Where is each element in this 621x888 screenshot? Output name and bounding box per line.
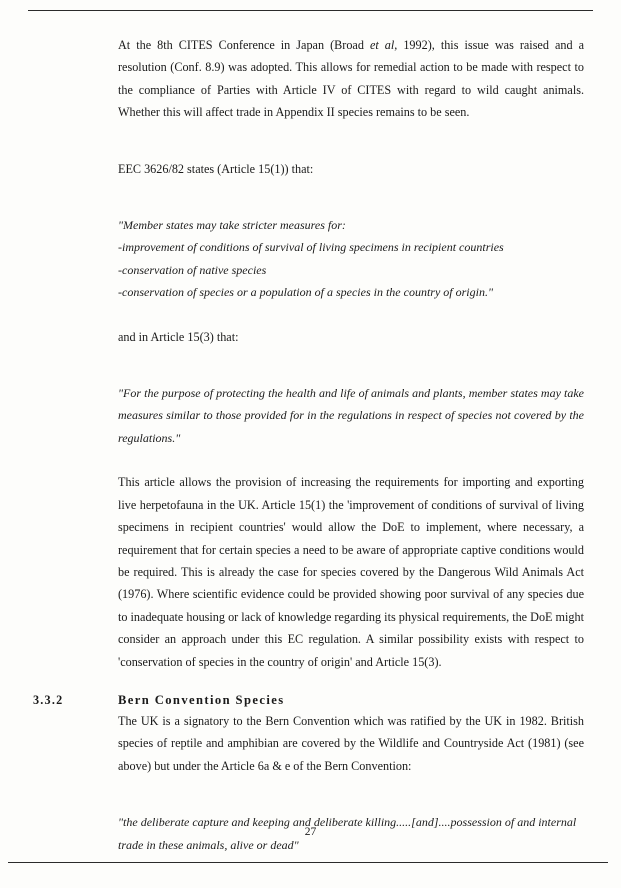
section-heading: Bern Convention Species bbox=[118, 692, 285, 707]
page-bottom-rule bbox=[8, 862, 608, 863]
spacer bbox=[118, 449, 584, 471]
paragraph-article-discussion: This article allows the provision of increasing the requirements for importing and exporting live herpetofauna in the UK. Article 15(1) the 'improvement of conditions of survival of living specimens in recipient countries' would allow the DoE to implement, where necessary, a requirement that for certain species a need to be aware of appropriate captive conditions would be required. This is already the case for species covered by the Dangerous Wild Animals Act (1976). Where scientific evidence could be provided showing poor survival of any species due to inadequate housing or lack of knowledge regarding its physical requirements, the DoE might consider an approach under this EC regulation. A similar possibility exists with respect to 'conservation of species in the country of origin' and Article 15(3). bbox=[118, 475, 584, 669]
paragraph-cites-conference bbox=[118, 34, 584, 124]
section-number: 3.3.2 bbox=[33, 692, 64, 707]
quote-article15-1-line4: -conservation of species or a population of a species in the country of origin." bbox=[118, 285, 493, 300]
quote-article15-1-line3: -conservation of native species bbox=[118, 262, 267, 277]
paragraph-eec-states: EEC 3626/82 states (Article 15(1)) that: bbox=[118, 161, 314, 176]
quote-article15-1-line2: -improvement of conditions of survival of living specimens in recipient countries bbox=[118, 240, 504, 255]
paragraph-article15-3-intro: and in Article 15(3) that: bbox=[118, 329, 239, 344]
spacer bbox=[118, 795, 584, 811]
page-number: 27 bbox=[304, 826, 317, 838]
spacer bbox=[118, 366, 584, 382]
quote-article15-1-line1: "Member states may take stricter measures for: bbox=[118, 218, 346, 233]
paragraph-cites-et-al: et al bbox=[369, 38, 395, 52]
quote-bern-article6-line2: trade in these animals, alive or dead" bbox=[118, 837, 299, 852]
spacer bbox=[118, 304, 584, 326]
page-top-rule bbox=[28, 10, 593, 11]
quote-article15-3: "For the purpose of protecting the health and life of animals and plants, member states may take measures similar to those provided for in the regulations in respect of species not covered by the regulations." bbox=[118, 386, 584, 445]
paragraph-cites-text-part1: At the 8th CITES Conference in Japan (Broad bbox=[118, 38, 370, 52]
paragraph-bern-signatory: The UK is a signatory to the Bern Convention which was ratified by the UK in 1982. British species of reptile and amphibian are covered by the Wildlife and Countryside Act (1981) (see above) but under the Article 6a & e of the Bern Convention: bbox=[118, 713, 584, 773]
quote-bern-article6-line1: "the deliberate capture and keeping and deliberate killing.....[and]....possession of and internal bbox=[118, 815, 577, 830]
page-content bbox=[33, 34, 584, 856]
spacer bbox=[118, 198, 584, 214]
spacer bbox=[118, 142, 584, 158]
paragraph-cites-text-part2: , 1992), this issue was raised and a resolution (Conf. 8.9) was adopted. This allows for remedial action to be made with respect to the compliance of Parties with Article IV of CITES with regard to wild caught animals. Whether this will affect trade in Appendix II species remains to be seen. bbox=[118, 38, 584, 120]
